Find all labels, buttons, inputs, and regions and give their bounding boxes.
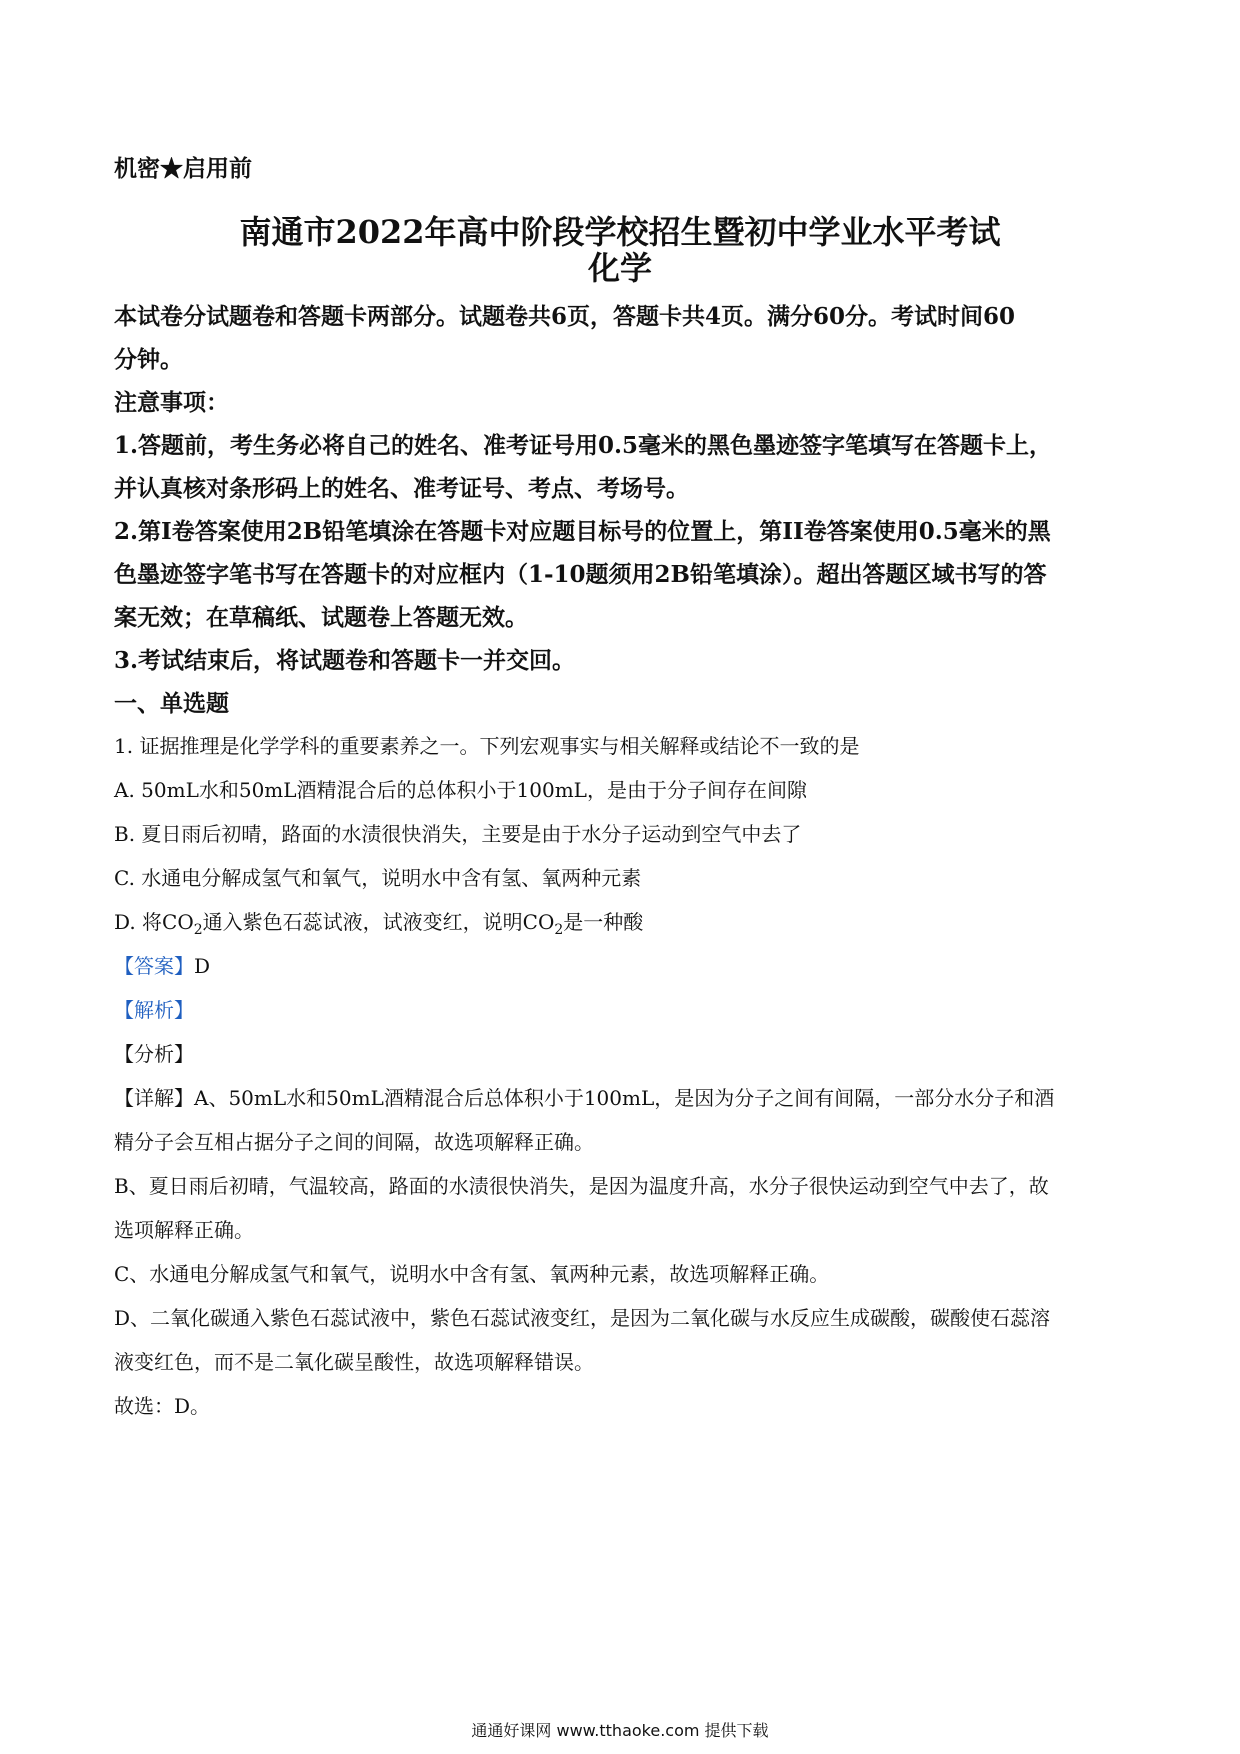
intro-line-2: 分钟。	[114, 346, 183, 373]
confidential-label: 机密★启用前	[114, 155, 252, 182]
answer-label: 【答案】	[114, 954, 194, 978]
fenxi-label: 【分析】	[114, 1042, 194, 1066]
final-choice: 故选：D。	[114, 1394, 211, 1418]
section-heading: 一、单选题	[114, 690, 229, 717]
detail-a-line-2: 精分子会互相占据分子之间的间隔，故选项解释正确。	[114, 1130, 594, 1154]
option-d-subscript-1: 2	[193, 922, 203, 938]
note-3: 3.考试结束后，将试题卷和答题卡一并交回。	[114, 647, 576, 674]
detail-b-line-2: 选项解释正确。	[114, 1218, 254, 1242]
note-2-line-1: 2.第I卷答案使用2B铅笔填涂在答题卡对应题目标号的位置上，第II卷答案使用0.5毫米的黑	[114, 518, 1051, 545]
option-d-prefix: D. 将CO	[114, 910, 194, 934]
question-1-option-d	[114, 906, 643, 938]
answer-value: D	[194, 954, 211, 978]
detail-a-line-1: 【详解】A、50mL水和50mL酒精混合后总体积小于100mL，是因为分子之间有间隔，一部分水分子和酒	[114, 1086, 1055, 1110]
question-1-option-c: C. 水通电分解成氢气和氧气，说明水中含有氢、氧两种元素	[114, 866, 642, 890]
exam-title: 南通市2022年高中阶段学校招生暨初中学业水平考试	[239, 213, 1001, 251]
question-1-option-b: B. 夏日雨后初晴，路面的水渍很快消失，主要是由于水分子运动到空气中去了	[114, 822, 802, 846]
question-1-option-a: A. 50mL水和50mL酒精混合后的总体积小于100mL，是由于分子间存在间隙	[114, 778, 807, 802]
detail-c: C、水通电分解成氢气和氧气，说明水中含有氢、氧两种元素，故选项解释正确。	[114, 1262, 830, 1286]
detail-b-line-1: B、夏日雨后初晴，气温较高，路面的水渍很快消失，是因为温度升高，水分子很快运动到空气中去了，故	[114, 1174, 1049, 1198]
question-1-stem: 1. 证据推理是化学学科的重要素养之一。下列宏观事实与相关解释或结论不一致的是	[114, 734, 860, 758]
note-2-line-3: 案无效；在草稿纸、试题卷上答题无效。	[114, 604, 528, 631]
notes-heading: 注意事项：	[114, 389, 229, 416]
detail-d-line-1: D、二氧化碳通入紫色石蕊试液中，紫色石蕊试液变红，是因为二氧化碳与水反应生成碳酸，碳酸使石蕊溶	[114, 1306, 1051, 1330]
exam-subject: 化学	[587, 249, 652, 287]
footer-watermark: 通通好课网 www.tthaoke.com 提供下载	[471, 1721, 769, 1740]
option-d-suffix: 是一种酸	[563, 910, 644, 934]
intro-line-1: 本试卷分试题卷和答题卡两部分。试题卷共6页，答题卡共4页。满分60分。考试时间60	[114, 303, 1016, 330]
note-1-line-1: 1.答题前，考生务必将自己的姓名、准考证号用0.5毫米的黑色墨迹签字笔填写在答题卡上，	[114, 432, 1053, 459]
analysis-label: 【解析】	[114, 998, 194, 1022]
note-2-line-2: 色墨迹签字笔书写在答题卡的对应框内（1-10题须用2B铅笔填涂）。超出答题区域书写的答	[114, 561, 1047, 588]
answer-line	[114, 950, 210, 979]
note-1-line-2: 并认真核对条形码上的姓名、准考证号、考点、考场号。	[114, 475, 689, 502]
detail-d-line-2: 液变红色，而不是二氧化碳呈酸性，故选项解释错误。	[114, 1350, 594, 1374]
option-d-subscript-2: 2	[554, 922, 564, 938]
option-d-middle: 通入紫色石蕊试液，试液变红，说明CO	[202, 910, 555, 934]
